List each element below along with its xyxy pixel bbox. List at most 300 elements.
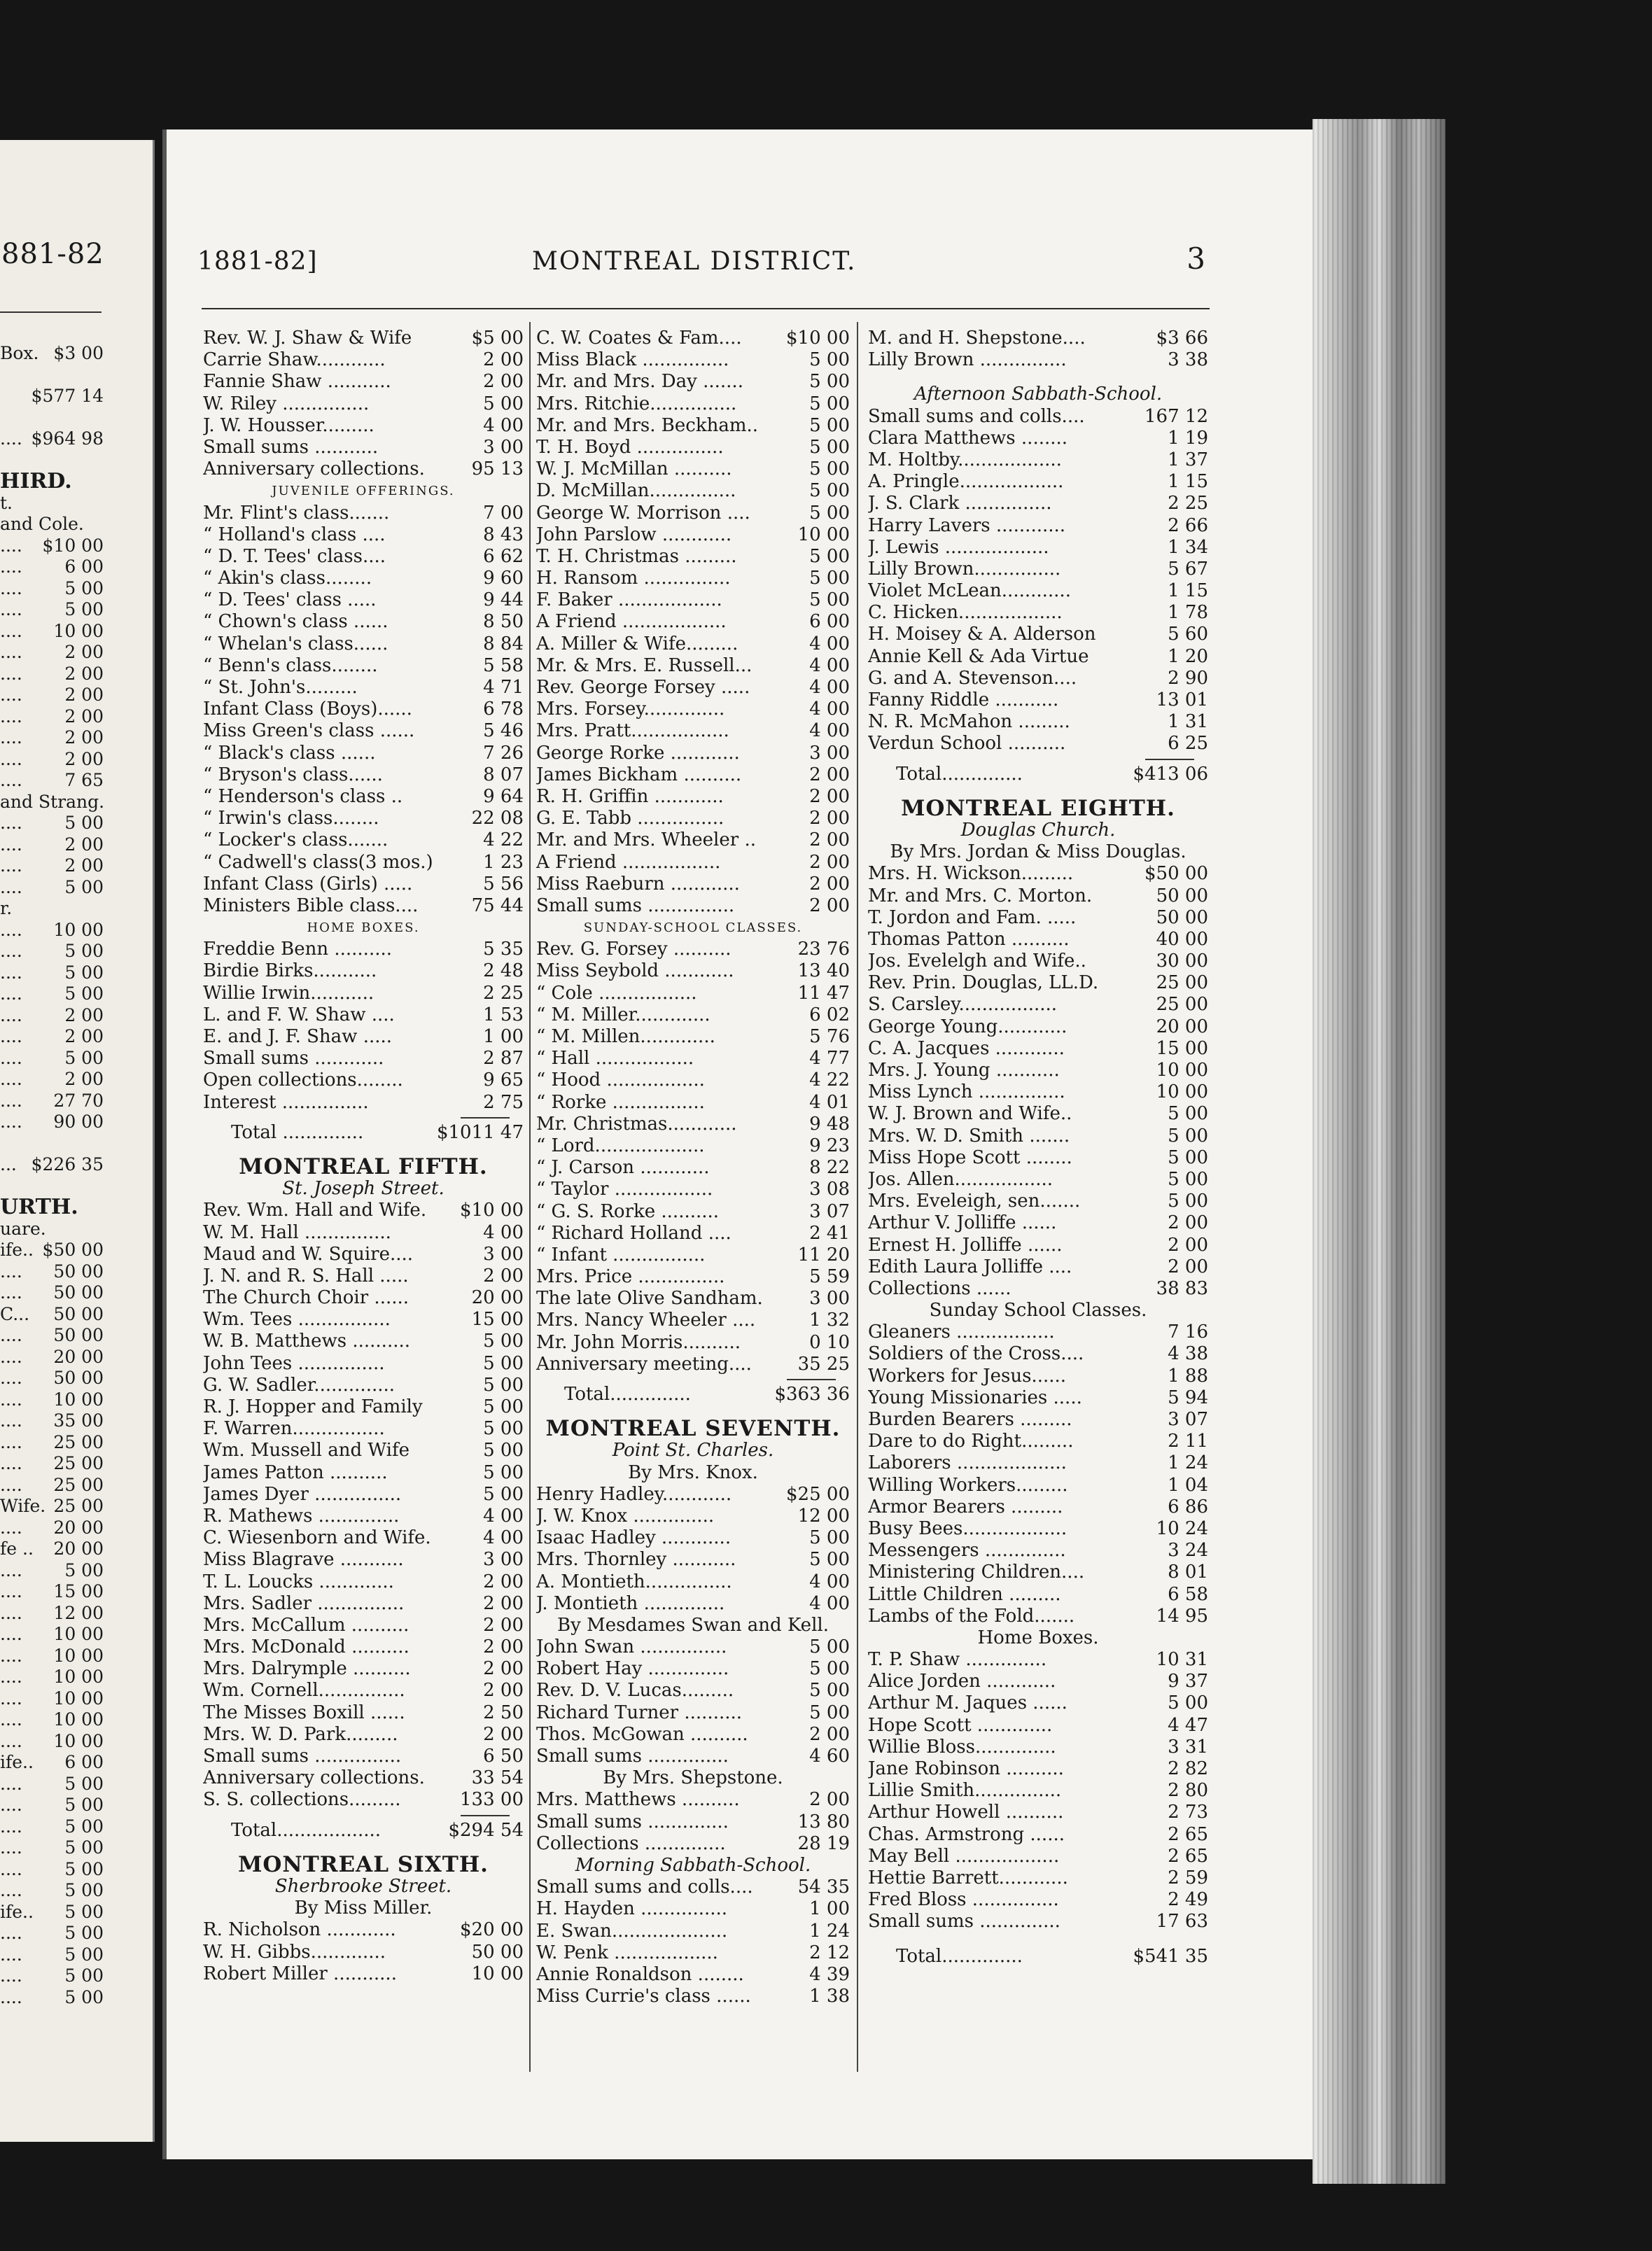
total-amount: $541 35 [1133, 1945, 1208, 1967]
contribution-amount: 5 00 [483, 1483, 524, 1505]
contribution-row [203, 393, 524, 415]
contribution-amount: 4 00 [483, 1505, 524, 1527]
contributor-name: George W. Morrison .... [536, 502, 750, 524]
left-page-line [0, 1816, 153, 1838]
contributor-name: Mrs. Pratt................. [536, 720, 729, 742]
contribution-amount: 2 90 [1168, 667, 1208, 689]
left-page-line-amount: 5 00 [64, 1986, 104, 2007]
left-page-line-text: .... [0, 813, 22, 833]
contributor-name: Edith Laura Jolliffe .... [868, 1256, 1072, 1277]
contributor-name: “ Whelan's class...... [203, 633, 388, 654]
contributor-name: Robert Miller ........... [203, 1963, 397, 1984]
contribution-amount: 4 00 [483, 414, 524, 436]
contribution-row [536, 829, 850, 851]
contribution-row [536, 1114, 850, 1135]
left-page-line [0, 1880, 153, 1902]
left-page-line-text: .... [0, 577, 22, 598]
contribution-amount: 1 20 [1168, 645, 1208, 667]
running-head-year: 1881-82] [197, 247, 318, 276]
contributor-name: Infant Class (Boys)...... [203, 699, 412, 720]
contribution-amount: 9 65 [483, 1070, 524, 1091]
contribution-row [868, 537, 1208, 559]
contributor-name: W. J. Brown and Wife.. [868, 1103, 1072, 1125]
contribution-row [203, 960, 524, 982]
contribution-amount: 1 23 [483, 851, 524, 873]
left-page-line [0, 1902, 153, 1923]
contributor-name: W. Riley ............... [203, 393, 370, 414]
contribution-row [868, 1431, 1208, 1452]
contribution-amount: 2 00 [809, 873, 850, 895]
left-page-line-text: .... [0, 1389, 22, 1410]
contribution-amount: 4 00 [483, 1527, 524, 1549]
left-page-line [0, 1112, 153, 1133]
left-page-line-text: .... [0, 706, 22, 727]
contribution-row [868, 1060, 1208, 1081]
left-page-line-amount: 10 00 [53, 620, 104, 641]
contribution-row [536, 1789, 850, 1811]
contributor-name: R. Nicholson ............ [203, 1919, 396, 1941]
collector-line: By Miss Miller. [294, 1898, 433, 1919]
circuit-heading: MONTREAL EIGHTH. [901, 797, 1175, 820]
contribution-row [203, 1942, 524, 1963]
contributor-name: Richard Turner .......... [536, 1702, 743, 1723]
contribution-row [868, 580, 1208, 602]
contributor-name: Mrs. McDonald .......... [203, 1636, 410, 1658]
left-page-line-text: .... [0, 727, 22, 748]
contributor-name: “ D. Tees' class ..... [203, 589, 377, 611]
contribution-amount: 5 00 [809, 1702, 850, 1723]
contributor-name: Mrs. Forsey.............. [536, 699, 725, 720]
contribution-amount: 6 78 [483, 699, 524, 720]
contributor-name: Small sums .............. [536, 1746, 729, 1767]
total-row [536, 1384, 850, 1405]
contribution-amount: 5 00 [809, 393, 850, 414]
contribution-amount: 4 01 [809, 1091, 850, 1113]
contribution-row [536, 480, 850, 502]
left-page-line-text: .... [0, 876, 22, 897]
left-page-line-amount: 7 65 [64, 770, 104, 790]
contributor-name: Willing Workers......... [868, 1474, 1068, 1496]
contribution-row [536, 786, 850, 808]
contribution-amount: $25 00 [786, 1483, 850, 1505]
contribution-amount: 5 67 [1168, 558, 1208, 580]
contribution-row [868, 1452, 1208, 1474]
contributor-name: Mrs. Nancy Wheeler .... [536, 1310, 756, 1331]
contributor-name: Verdun School .......... [868, 733, 1066, 755]
contributor-name: Small sums .............. [536, 1811, 729, 1832]
contribution-row [536, 1636, 850, 1658]
contribution-row [868, 1540, 1208, 1562]
contribution-amount: 50 00 [1156, 906, 1208, 928]
left-page-line-text: fe .. [0, 1538, 34, 1559]
contribution-amount: 2 80 [1168, 1780, 1208, 1802]
contribution-row [536, 458, 850, 480]
contributor-name: C. A. Jacques ............ [868, 1037, 1065, 1059]
contributor-name: Fred Bloss ............... [868, 1889, 1059, 1911]
spacer [868, 785, 1208, 798]
contribution-row [536, 655, 850, 677]
left-page-line-text: .... [0, 962, 22, 983]
left-page-line [0, 493, 153, 514]
section-subtitle: Sherbrooke Street. [274, 1875, 452, 1897]
left-page-line [0, 1837, 153, 1859]
contribution-amount: 11 47 [797, 982, 850, 1004]
contribution-amount: 17 63 [1156, 1911, 1208, 1933]
collector-line: By Mrs. Knox. [628, 1461, 758, 1483]
total-row [868, 764, 1208, 785]
left-page-line [0, 407, 153, 429]
contribution-row [536, 437, 850, 458]
contributor-name: Miss Seybold ............ [536, 960, 734, 982]
contribution-amount: $5 00 [471, 328, 524, 349]
contribution-row [536, 1506, 850, 1527]
contributor-name: Fanny Riddle ........... [868, 689, 1059, 710]
contribution-amount: 5 00 [809, 436, 850, 458]
contribution-amount: 4 38 [1168, 1343, 1208, 1365]
contribution-amount: 10 00 [1156, 1060, 1208, 1081]
sum-rule [868, 755, 1208, 764]
contributor-name: John Parslow ............ [536, 524, 732, 545]
contribution-amount: 9 44 [483, 589, 524, 611]
contribution-row [868, 733, 1208, 755]
left-page-line-amount: 5 00 [64, 577, 104, 598]
contribution-amount: 2 59 [1168, 1867, 1208, 1888]
contributor-name: “ Benn's class........ [203, 654, 378, 676]
left-page-line [0, 343, 153, 365]
contribution-row [203, 1331, 524, 1352]
left-page-line [0, 1581, 153, 1603]
contribution-amount: 1 31 [1168, 711, 1208, 733]
left-page-line [0, 1048, 153, 1070]
contributor-name: H. Moisey & A. Alderson [868, 624, 1096, 645]
contributor-name: C. Hicken.................. [868, 602, 1063, 624]
contribution-row [203, 983, 524, 1004]
left-page-line-text: .... [0, 1965, 22, 1986]
contribution-row [868, 1606, 1208, 1627]
left-page-line-text: and Cole. [0, 514, 84, 534]
contribution-amount: 40 00 [1156, 928, 1208, 950]
contribution-row [203, 1746, 524, 1767]
contribution-row [203, 1440, 524, 1461]
contributor-name: Mrs. Dalrymple .......... [203, 1658, 411, 1680]
contributor-name: Little Children ......... [868, 1583, 1061, 1605]
left-page-line [0, 920, 153, 941]
contribution-row [536, 1811, 850, 1833]
contributor-name: “ Chown's class ...... [203, 611, 388, 633]
contribution-row [536, 349, 850, 371]
contribution-amount: 5 94 [1168, 1387, 1208, 1408]
contributor-name: J. N. and R. S. Hall ..... [203, 1265, 409, 1286]
left-page-line [0, 727, 153, 749]
left-page-line-amount: 10 00 [53, 1730, 104, 1751]
contribution-amount: 6 25 [1168, 733, 1208, 755]
contribution-row [868, 1715, 1208, 1737]
total-amount: $1011 47 [436, 1121, 524, 1143]
contribution-amount: 2 00 [809, 785, 850, 807]
left-page-line [0, 1923, 153, 1944]
left-page-line [0, 1389, 153, 1411]
contributor-name: Workers for Jesus...... [868, 1365, 1067, 1387]
left-page-line-text: .... [0, 1282, 22, 1303]
contributor-name: Mrs. W. D. Park......... [203, 1723, 398, 1745]
contribution-row [536, 1833, 850, 1855]
contribution-row [203, 1702, 524, 1724]
contribution-row [536, 1702, 850, 1724]
left-page-line-amount: 2 00 [64, 1026, 104, 1046]
contributor-name: T. Jordon and Fam. ..... [868, 906, 1077, 928]
left-page-line-amount: 2 00 [64, 685, 104, 705]
contribution-row [868, 1562, 1208, 1583]
left-page-line-amount: 25 00 [53, 1431, 104, 1452]
contribution-row [203, 1724, 524, 1746]
section-subtitle: Morning Sabbath-School. [575, 1854, 811, 1876]
contribution-amount: 2 00 [483, 1723, 524, 1745]
contribution-amount: 5 00 [809, 349, 850, 371]
left-page-line-text: .... [0, 1325, 22, 1345]
contributor-name: Infant Class (Girls) ..... [203, 873, 413, 895]
contributor-name: Arthur Howell .......... [868, 1802, 1064, 1823]
contributor-name: Small sums ............ [203, 1048, 384, 1070]
contribution-row [536, 1179, 850, 1200]
left-page-line-text: .... [0, 1645, 22, 1666]
left-page-line-amount: 50 00 [53, 1368, 104, 1388]
left-page-line [0, 1091, 153, 1112]
contributor-name: Interest ............... [203, 1091, 369, 1113]
contributor-name: Laborers ................... [868, 1452, 1067, 1474]
contribution-amount: 5 00 [1168, 1191, 1208, 1212]
left-page-line-amount: 50 00 [53, 1261, 104, 1282]
left-page-line-text: r. [0, 898, 13, 918]
left-page-line [0, 1538, 153, 1560]
contribution-amount: 25 00 [1156, 994, 1208, 1016]
left-page-line-amount: 20 00 [53, 1346, 104, 1367]
total-label: Total .............. [231, 1121, 364, 1143]
contribution-amount: 2 00 [809, 808, 850, 829]
contribution-amount: 0 10 [809, 1331, 850, 1353]
left-page-line [0, 1688, 153, 1710]
total-label: Total.............. [896, 763, 1023, 785]
contribution-row [536, 895, 850, 917]
left-page-line [0, 1752, 153, 1774]
contributor-name: Collections ...... [868, 1277, 1011, 1299]
contributor-name: Thos. McGowan .......... [536, 1723, 748, 1745]
contributor-name: Rev. Wm. Hall and Wife. [203, 1200, 427, 1221]
contribution-row [868, 994, 1208, 1016]
left-page-line [0, 1069, 153, 1091]
left-page-line [0, 1176, 153, 1198]
contribution-amount: 5 00 [809, 458, 850, 480]
left-page-line [0, 1368, 153, 1389]
contribution-amount: 3 00 [809, 1288, 850, 1310]
contribution-amount: 5 00 [809, 1680, 850, 1702]
left-page-line-amount: 10 00 [53, 1624, 104, 1644]
contributor-name: A. Montieth............... [536, 1571, 732, 1592]
contributor-name: Mr. and Mrs. Wheeler .. [536, 829, 756, 851]
contributor-name: Small sums and colls.... [536, 1877, 753, 1898]
total-row [203, 1122, 524, 1144]
left-page-line-amount: 10 00 [53, 919, 104, 940]
section-subtitle: Point St. Charles. [612, 1440, 774, 1461]
contribution-amount: 9 60 [483, 568, 524, 589]
contribution-amount: $20 00 [460, 1919, 524, 1941]
left-page-line-text: .... [0, 1944, 22, 1965]
left-page-line [0, 770, 153, 792]
contributor-name: The Church Choir ...... [203, 1287, 410, 1309]
contribution-row [536, 677, 850, 699]
left-page-line [0, 578, 153, 600]
contribution-amount: 5 00 [483, 1374, 524, 1396]
contribution-amount: 2 65 [1168, 1845, 1208, 1867]
contribution-amount: 1 24 [1168, 1452, 1208, 1474]
left-page-line [0, 813, 153, 834]
contributor-name: T. P. Shaw .............. [868, 1649, 1047, 1671]
contribution-row [868, 1343, 1208, 1365]
contribution-amount: 6 86 [1168, 1496, 1208, 1517]
contributor-name: Chas. Armstrong ...... [868, 1823, 1065, 1845]
contribution-row [536, 1070, 850, 1091]
contribution-amount: 4 00 [809, 654, 850, 676]
contributor-name: “ Cadwell's class(3 mos.) [203, 851, 433, 873]
contribution-row [536, 1244, 850, 1266]
contribution-row [203, 874, 524, 895]
contribution-amount: 35 25 [797, 1353, 850, 1375]
left-page-line-text: .... [0, 1730, 22, 1751]
contribution-amount: 5 00 [483, 1440, 524, 1461]
contribution-amount: 4 00 [809, 699, 850, 720]
left-page-line-amount: 5 00 [64, 1880, 104, 1900]
contributor-name: T. H. Boyd ............... [536, 436, 724, 458]
contributor-name: Mrs. Thornley ........... [536, 1549, 736, 1571]
contribution-row [868, 689, 1208, 711]
left-page-line-text: URTH. [0, 1195, 78, 1219]
left-page-line-text: .... [0, 599, 22, 619]
contributor-name: Rev. George Forsey ..... [536, 677, 750, 698]
collector-line: Home Boxes. [977, 1627, 1099, 1648]
left-page-line [0, 1944, 153, 1966]
contribution-row [868, 711, 1208, 733]
contribution-row [536, 1921, 850, 1942]
category-label: JUVENILE OFFERINGS. [272, 484, 455, 499]
left-page-line [0, 1282, 153, 1304]
contribution-row [868, 1911, 1208, 1933]
contributor-name: Anniversary collections. [203, 1767, 425, 1789]
left-page-line-amount: 25 00 [53, 1496, 104, 1516]
contribution-amount: 1 53 [483, 1004, 524, 1025]
contribution-row [203, 437, 524, 458]
contributor-name: Arthur V. Jolliffe ...... [868, 1212, 1057, 1234]
contributor-name: Fannie Shaw ........... [203, 371, 391, 393]
contribution-row [536, 1332, 850, 1354]
contributor-name: R. Mathews .............. [203, 1505, 400, 1527]
contribution-amount: 10 00 [797, 524, 850, 545]
contribution-amount: 5 00 [809, 371, 850, 393]
left-page-line [0, 514, 153, 535]
contribution-row [868, 1649, 1208, 1671]
contribution-amount: 133 00 [460, 1789, 524, 1811]
contribution-amount: 3 07 [809, 1200, 850, 1222]
left-page-line-text: .... [0, 1923, 22, 1943]
left-page-line-amount: 50 00 [53, 1303, 104, 1324]
contributor-name: Open collections........ [203, 1070, 403, 1091]
left-page-line-text: .... [0, 1368, 22, 1388]
contribution-row [536, 1310, 850, 1331]
contribution-amount: 4 47 [1168, 1714, 1208, 1736]
contributor-name: J. Lewis .................. [868, 536, 1049, 558]
left-page-line-text: and Strang. [0, 791, 105, 812]
contribution-row [536, 1484, 850, 1506]
header-rule [202, 308, 1210, 309]
contribution-amount: 33 54 [471, 1767, 524, 1789]
contribution-amount: 2 00 [483, 1592, 524, 1614]
contribution-amount: 5 00 [1168, 1103, 1208, 1125]
contribution-amount: 4 00 [809, 633, 850, 654]
left-page-line-amount: 2 00 [64, 855, 104, 876]
left-page-line [0, 1859, 153, 1881]
contribution-amount: 5 00 [809, 1527, 850, 1549]
contribution-amount: 38 83 [1156, 1277, 1208, 1299]
contribution-amount: 20 00 [471, 1287, 524, 1309]
total-label: Total.............. [896, 1945, 1023, 1967]
contributor-name: M. Holtby.................. [868, 449, 1062, 470]
contributor-name: Miss Blagrave ........... [203, 1549, 404, 1571]
contributor-name: Lambs of the Fold....... [868, 1605, 1075, 1627]
contribution-amount: 4 00 [483, 1221, 524, 1243]
contribution-row [868, 1475, 1208, 1496]
contributor-name: The late Olive Sandham. [536, 1288, 763, 1310]
sum-rule [536, 1375, 850, 1384]
left-page-line [0, 1603, 153, 1625]
contribution-row [536, 939, 850, 960]
contribution-row [868, 1016, 1208, 1038]
contribution-row [203, 1026, 524, 1048]
contribution-row [203, 1265, 524, 1287]
left-page-line [0, 1261, 153, 1283]
contributor-name: Hettie Barrett............ [868, 1867, 1068, 1888]
spacer [868, 1933, 1208, 1946]
total-amount: $294 54 [448, 1819, 524, 1841]
contributor-name: “ Hall ................. [536, 1048, 694, 1070]
left-page-line-text: .... [0, 1837, 22, 1858]
left-page-line-amount: $10 00 [42, 535, 104, 556]
left-page-line [0, 877, 153, 899]
contributor-name: C. Wiesenborn and Wife. [203, 1527, 431, 1549]
contributor-name: Mrs. J. Young ........... [868, 1060, 1060, 1081]
contribution-amount: 2 00 [483, 1265, 524, 1286]
contribution-row [203, 1636, 524, 1658]
contributor-name: J. W. Housser......... [203, 414, 374, 436]
page-edges-texture [1312, 119, 1446, 2184]
left-page-line [0, 1560, 153, 1582]
left-page-line [0, 1774, 153, 1795]
left-page-line-text: ... [0, 1154, 17, 1174]
left-page-line [0, 642, 153, 664]
contribution-amount: 7 26 [483, 742, 524, 764]
contributor-name: W. B. Matthews .......... [203, 1331, 411, 1352]
contribution-row [536, 699, 850, 720]
left-page-line-text: .... [0, 941, 22, 961]
contribution-amount: 5 58 [483, 654, 524, 676]
contributor-name: Jos. Allen................. [868, 1168, 1053, 1190]
left-page-line-text: .... [0, 1795, 22, 1815]
left-page-line [0, 941, 153, 962]
contributor-name: M. and H. Shepstone.... [868, 328, 1086, 349]
left-page-line [0, 1240, 153, 1261]
left-page-line [0, 1432, 153, 1454]
contributor-name: Robert Hay .............. [536, 1658, 729, 1680]
contributor-name: H. Ransom ............... [536, 568, 731, 589]
contribution-amount: 3 00 [483, 1243, 524, 1265]
contributor-name: Miss Lynch ............... [868, 1081, 1065, 1103]
